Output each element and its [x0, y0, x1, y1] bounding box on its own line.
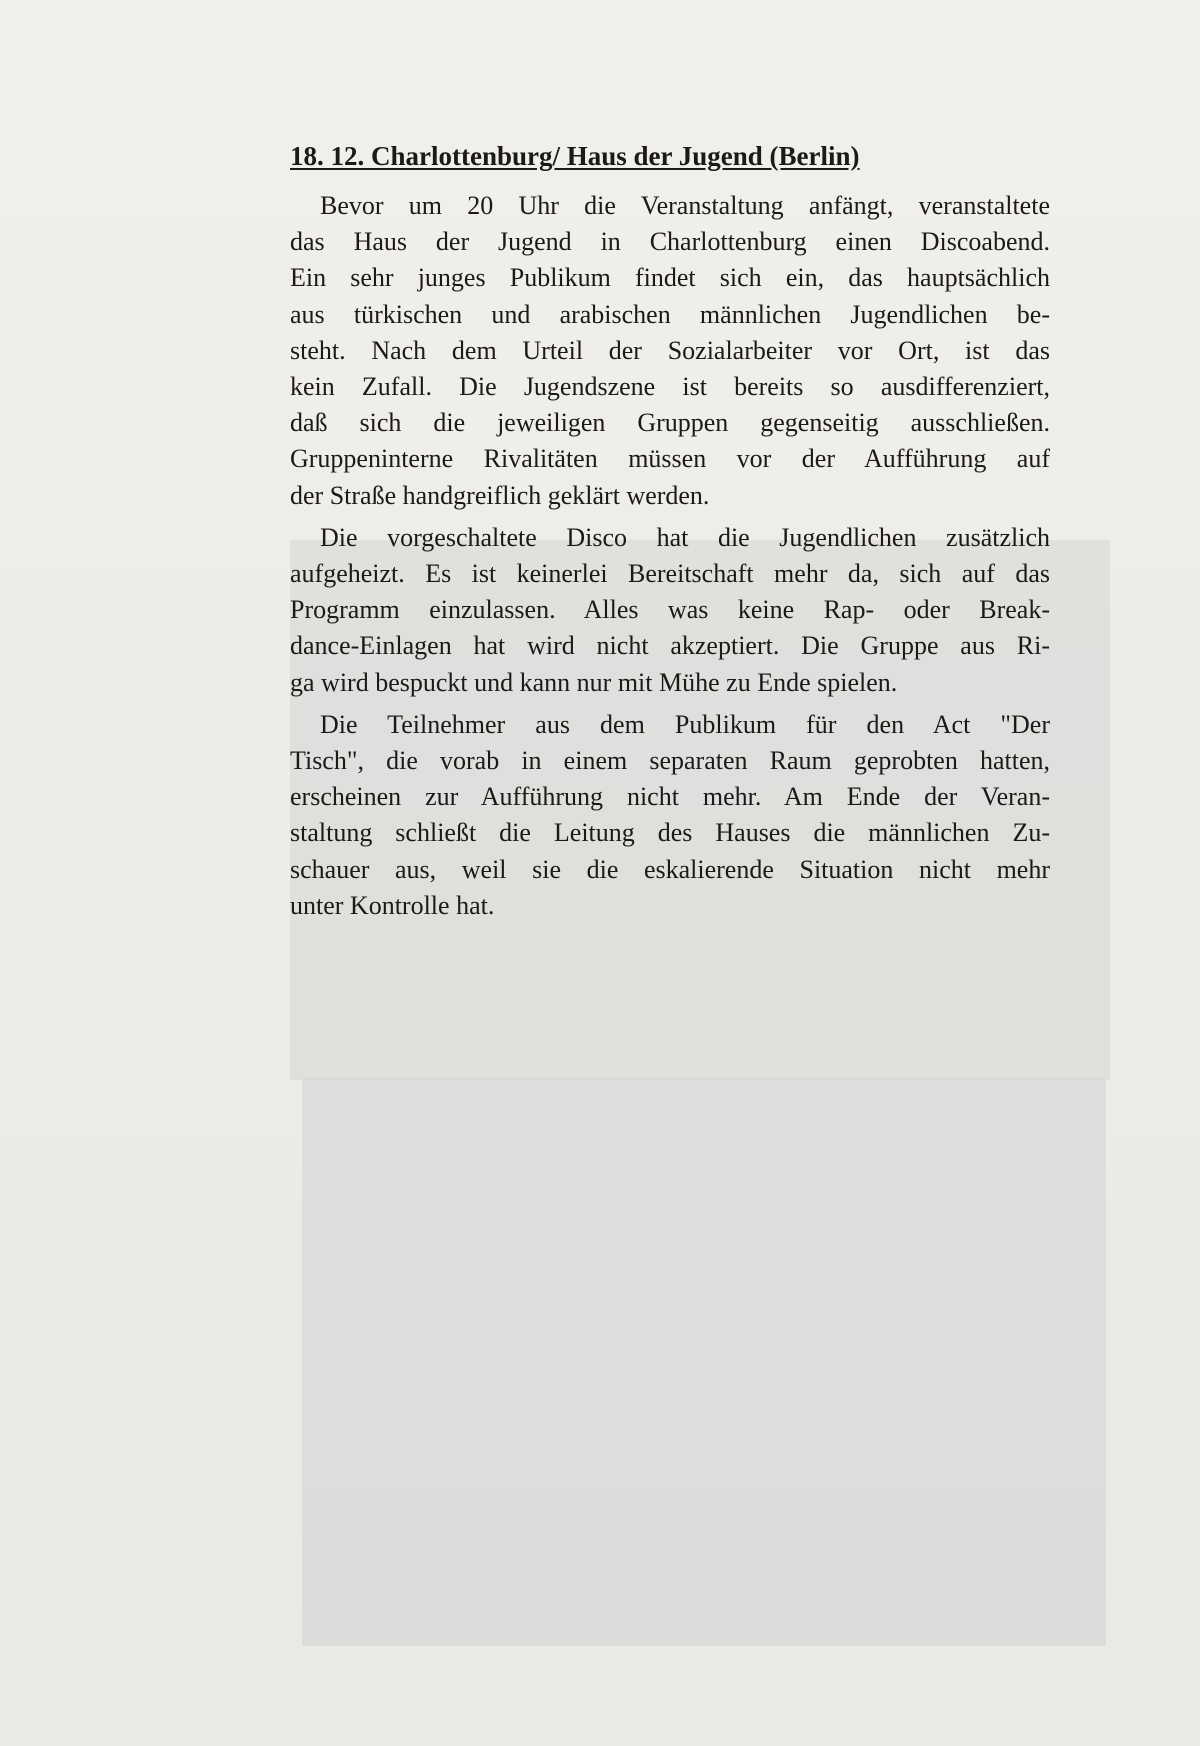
text-line: das Haus der Jugend in Charlottenburg einen Discoabend. — [290, 227, 1050, 257]
section-heading: 18. 12. Charlottenburg/ Haus der Jugend (Berlin) — [290, 141, 860, 171]
text-line: erscheinen zur Aufführung nicht mehr. Am Ende der Veran- — [290, 782, 1050, 812]
text-line: kein Zufall. Die Jugendszene ist bereits so ausdifferenziert, — [290, 372, 1050, 402]
text-line: daß sich die jeweiligen Gruppen gegenseitig ausschließen. — [290, 408, 1050, 438]
paragraph-3 — [290, 707, 1050, 924]
text-line: Bevor um 20 Uhr die Veranstaltung anfängt, veranstaltete — [320, 191, 1050, 220]
text-line: staltung schließt die Leitung des Hauses die männlichen Zu- — [290, 818, 1050, 848]
text-line: Die vorgeschaltete Disco hat die Jugendlichen zusätzlich — [320, 522, 1050, 552]
text-line: der Straße handgreiflich geklärt werden. — [290, 480, 710, 510]
text-line: unter Kontrolle hat. — [290, 890, 495, 920]
text-line: Tisch", die vorab in einem separaten Raum geprobten hatten, — [290, 746, 1050, 776]
paragraph-1 — [290, 188, 1050, 514]
text-line: Gruppeninterne Rivalitäten müssen vor der Aufführung auf — [290, 444, 1050, 474]
text-line: aus türkischen und arabischen männlichen Jugendlichen be- — [290, 299, 1050, 329]
text-line: Ein sehr junges Publikum findet sich ein, das hauptsächlich — [290, 263, 1050, 293]
text-line: ga wird bespuckt und kann nur mit Mühe zu Ende spielen. — [290, 667, 898, 697]
document-body — [290, 138, 1050, 930]
text-line: Die Teilnehmer aus dem Publikum für den Act "Der — [320, 709, 1050, 739]
text-line: dance-Einlagen hat wird nicht akzeptiert. Die Gruppe aus Ri- — [290, 631, 1050, 661]
text-line: steht. Nach dem Urteil der Sozialarbeiter vor Ort, ist das — [290, 335, 1050, 365]
text-line: aufgeheizt. Es ist keinerlei Bereitschaft mehr da, sich auf das — [290, 559, 1050, 589]
paragraph-2 — [290, 520, 1050, 701]
text-line: schauer aus, weil sie die eskalierende Situation nicht mehr — [290, 854, 1050, 884]
text-line: Programm einzulassen. Alles was keine Rap- oder Break- — [290, 595, 1050, 625]
show-through-area-lower — [302, 1078, 1106, 1646]
